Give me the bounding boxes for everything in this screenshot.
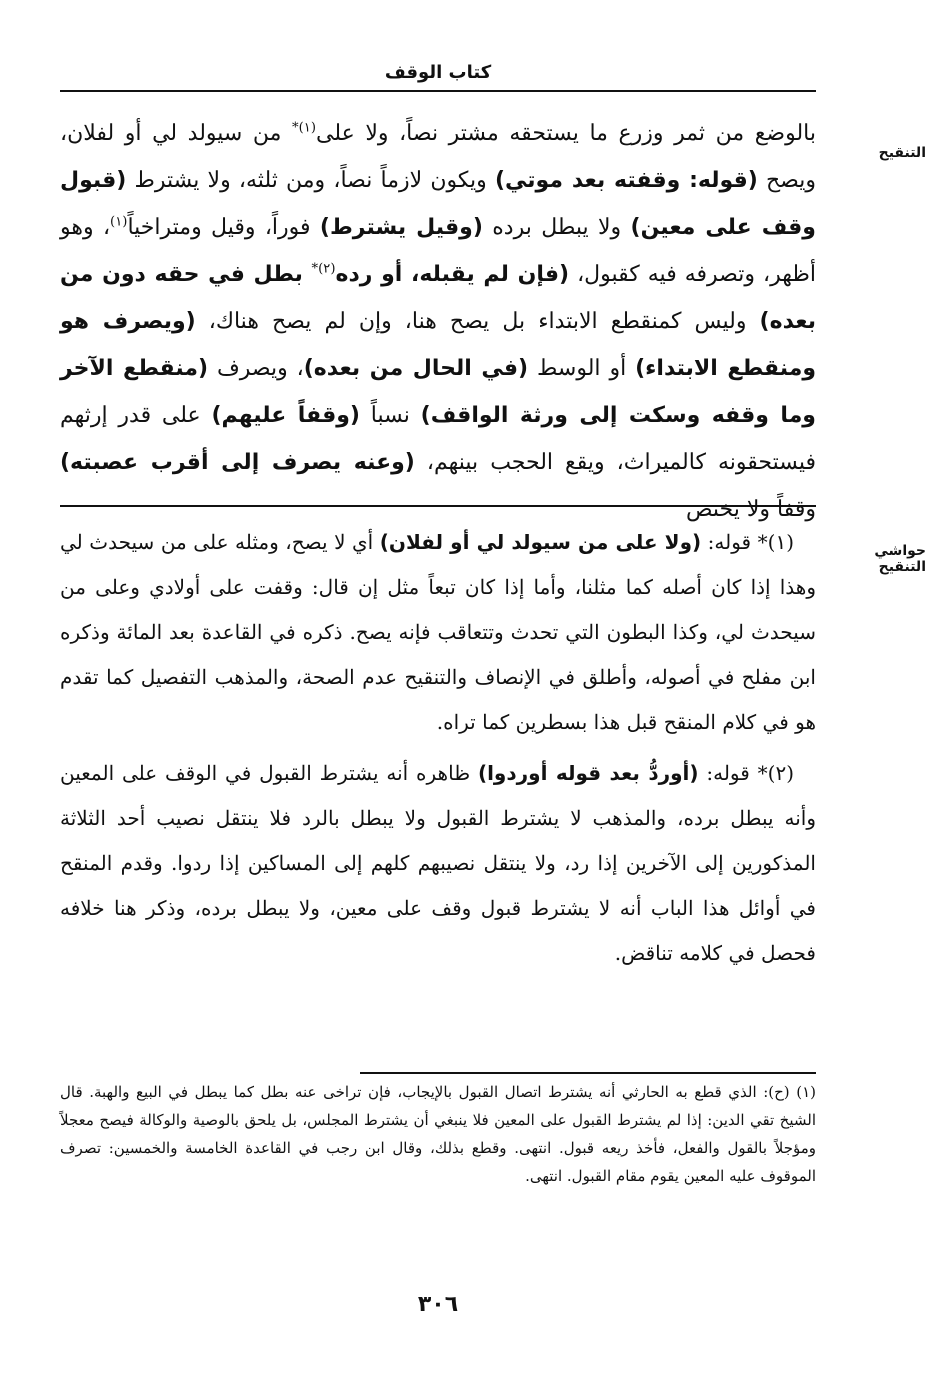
quoted-matn: (ويصرف هو ومنقطع الابتداء) xyxy=(60,309,817,381)
section-divider xyxy=(60,505,816,507)
side-label-tanqih: التنقيح xyxy=(878,145,926,161)
quoted-matn: (في الحال من بعده) xyxy=(303,356,529,381)
text-run: نسباً xyxy=(359,403,421,428)
running-head: كتاب الوقف xyxy=(384,62,492,83)
footnote-marker[interactable]: (٢)* xyxy=(311,261,336,277)
side-label-hawashi: حواشي التنقيح xyxy=(874,543,926,575)
text-run: ولا يبطل برده xyxy=(482,215,631,240)
page-number: ٣٠٦ xyxy=(417,1292,459,1317)
footnote-rule xyxy=(360,1072,816,1074)
text-run: أي لا يصح، ومثله على من سيحدث لي وهذا إذا كان أصله كما مثلنا، وأما إذا كان تبعاً مثل إن قال: وقفت على أولادي وعلى من سيحدث لي، وكذا البطون التي تحدث وتتعاقب فإنه يصح. ذكره في القاعدة بعد المائة وذكره ابن مفلح في أصوله، وأطلق في الإنصاف والتنقيح عدم الصحة، والمذهب التفصيل كما تقدم هو في كلام المنقح قبل هذا بسطرين كما تراه. xyxy=(60,530,816,734)
text-run: ، وهو أظهر، وتصرفه فيه كقبول، xyxy=(60,215,816,287)
quoted-matn: (وقفاً عليهم) xyxy=(211,403,360,428)
header-rule xyxy=(60,90,816,92)
hashiya-paragraph xyxy=(60,751,816,976)
footnote-marker[interactable]: (١) xyxy=(110,214,128,230)
quoted-matn: (قبول وقف على معين) xyxy=(60,168,816,240)
text-run: على قدر إرثهم فيستحقونه كالميراث، ويقع الحجب بينهم، xyxy=(60,403,816,475)
quoted-matn: (وقيل يشترط) xyxy=(319,215,483,240)
text-run: وقفاً ولا يختص xyxy=(685,497,816,522)
quoted-matn: (منقطع الآخر وما وقفه وسكت إلى ورثة الواقف) xyxy=(60,356,816,428)
text-run: ظاهره أنه يشترط القبول في الوقف على المعين وأنه يبطل برده، والمذهب لا يشترط القبول ولا يبطل بالرد فلا ينتقل نصيب أحد الثلاثة المذكورين إلى الآخرين إذا رد، ولا ينتقل نصيبهم كلهم إلى المساكين إذا ردوا. وقدم المنقح في أوائل هذا الباب أنه لا يشترط قبول وقف على معين، ولا يبطل برده، وذكر هنا خلافه فحصل في كلامه تناقض. xyxy=(60,761,816,965)
text-run: (١)* قوله: xyxy=(701,530,794,554)
quoted-matn: (وعنه يصرف إلى أقرب عصبته) xyxy=(60,450,415,475)
hashiya-paragraph xyxy=(60,520,816,745)
quoted-matn: (أوردُّ بعد قوله أوردوا) xyxy=(477,761,699,785)
hawashi-text xyxy=(60,520,816,982)
text-run: من سيولد لي أو لفلان، ويصح xyxy=(60,121,816,193)
text-run: أو الوسط xyxy=(528,356,636,381)
footnote: (١) (ح): الذي قطع به الحارثي أنه يشترط اتصال القبول بالإيجاب، فإن تراخى عنه بطل كما يبطل في البيع والهبة. قال الشيخ تقي الدين: إذا لم يشترط القبول على المعين فلا ينبغي أن يشترط المجلس، بل يلحق بالوصية والوكالة فيصح معجلاً ومؤجلاً بالقول والفعل، فأخذ ريعه قبول. انتهى. وقطع بذلك، وقال ابن رجب في القاعدة الخامسة والخمسين: تصرف الموقوف عليه المعين يقوم مقام القبول. انتهى. xyxy=(60,1083,816,1185)
text-run: وليس كمنقطع الابتداء بل يصح هنا، وإن لم يصح هناك، xyxy=(195,309,760,334)
text-run: ، ويصرف xyxy=(208,356,304,381)
quoted-matn: (ولا على من سيولد لي أو لفلان) xyxy=(379,530,702,554)
footnote-marker[interactable]: (١)* xyxy=(292,120,317,136)
quoted-matn: (فإن لم يقبله، أو رده xyxy=(335,262,570,287)
text-run: ويكون لازماً نصاً، ومن ثلثه، ولا يشترط xyxy=(126,168,495,193)
main-text xyxy=(60,110,816,533)
text-run: (٢)* قوله: xyxy=(698,761,794,785)
quoted-matn: (قوله: وقفته بعد موتي) xyxy=(494,168,758,193)
text-run: بالوضع من ثمر وزرع ما يستحقه مشتر نصاً، ولا على xyxy=(316,121,816,146)
quoted-matn: بطل في حقه دون من بعده) xyxy=(60,262,816,334)
text-run: فوراً، وقيل ومتراخياً xyxy=(127,215,320,240)
